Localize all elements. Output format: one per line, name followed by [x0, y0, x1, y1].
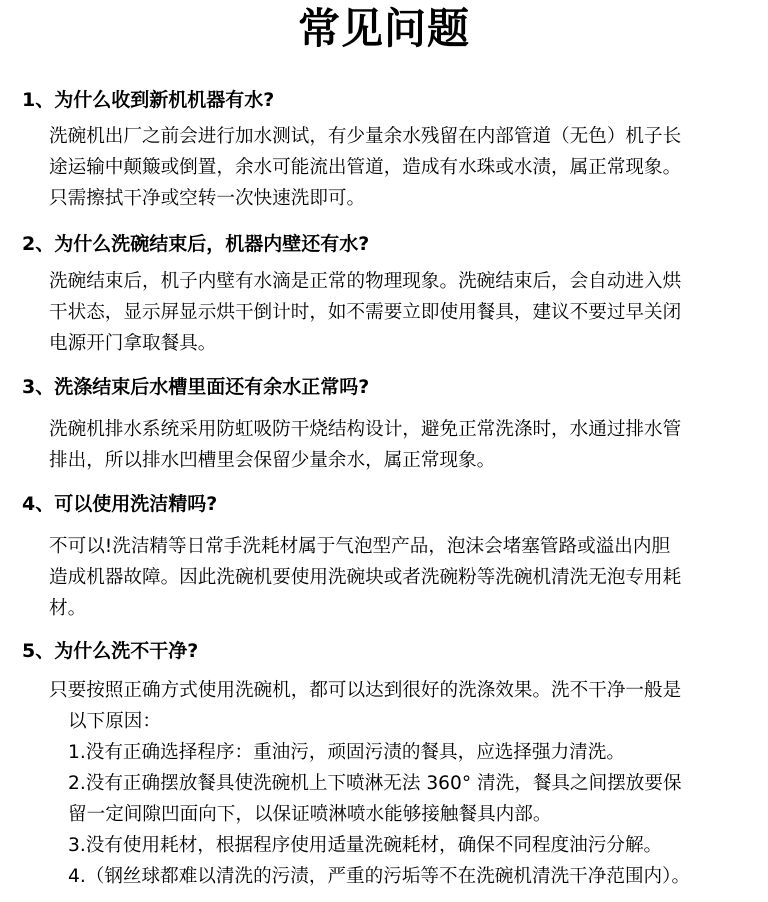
- page-title: 常见问题: [297, 4, 470, 53]
- reason-item: 3.没有使用耗材，根据程序使用适量洗碗耗材，确保不同程度油污分解。: [68, 835, 663, 856]
- answer-line: 干状态，显示屏显示烘干倒计时，如不需要立即使用餐具，建议不要过早关闭: [49, 302, 682, 323]
- answer-line: 只需擦拭干净或空转一次快速洗即可。: [49, 188, 366, 209]
- faq-answer-4: [49, 531, 761, 624]
- answer-line: 洗碗结束后，机子内壁有水滴是正常的物理现象。洗碗结束后，会自动进入烘: [49, 271, 682, 292]
- faq-question-3: 3、洗涤结束后水槽里面还有余水正常吗?: [22, 376, 370, 398]
- reason-item: 留一定间隙凹面向下，以保证喷淋喷水能够接触餐具内部。: [68, 804, 552, 825]
- faq-question-4: 4、可以使用洗洁精吗?: [22, 493, 218, 515]
- answer-line: 材。: [49, 598, 87, 619]
- faq-answer-3: [49, 414, 761, 476]
- faq-answer-2: [49, 266, 761, 359]
- faq-question-5: 5、为什么洗不干净?: [22, 640, 199, 662]
- faq-answer-1: [49, 121, 761, 214]
- answer-line: 排出，所以排水凹槽里会保留少量余水，属正常现象。: [49, 450, 496, 471]
- reason-item: 2.没有正确摆放餐具使洗碗机上下喷淋无法 360° 清洗，餐具之间摆放要保: [68, 773, 682, 794]
- answer-line: 洗碗机排水系统采用防虹吸防干烧结构设计，避免正常洗涤时，水通过排水管: [49, 419, 682, 440]
- answer-line: 不可以!洗洁精等日常手洗耗材属于气泡型产品，泡沫会堵塞管路或溢出内胆: [49, 536, 671, 557]
- faq-answer-5-intro: [49, 675, 681, 737]
- answer-line: 洗碗机出厂之前会进行加水测试，有少量余水残留在内部管道（无色）机子长: [49, 126, 682, 147]
- answer-line: 只要按照正确方式使用洗碗机，都可以达到很好的洗涤效果。洗不干净一般是: [49, 680, 682, 701]
- answer-line: 途运输中颠簸或倒置，余水可能流出管道，造成有水珠或水渍，属正常现象。: [49, 157, 682, 178]
- reason-item: 4.（钢丝球都难以清洗的污渍，严重的污垢等不在洗碗机清洗干净范围内）。: [68, 866, 691, 887]
- faq-reason-list: [68, 737, 690, 892]
- answer-line: 电源开门拿取餐具。: [49, 333, 217, 354]
- faq-question-2: 2、为什么洗碗结束后，机器内壁还有水?: [22, 233, 370, 255]
- reason-item: 1.没有正确选择程序：重油污，顽固污渍的餐具，应选择强力清洗。: [68, 742, 625, 763]
- faq-question-1: 1、为什么收到新机机器有水?: [22, 89, 275, 111]
- answer-line: 以下原因：: [68, 711, 161, 732]
- answer-line: 造成机器故障。因此洗碗机要使用洗碗块或者洗碗粉等洗碗机清洗无泡专用耗: [49, 567, 682, 588]
